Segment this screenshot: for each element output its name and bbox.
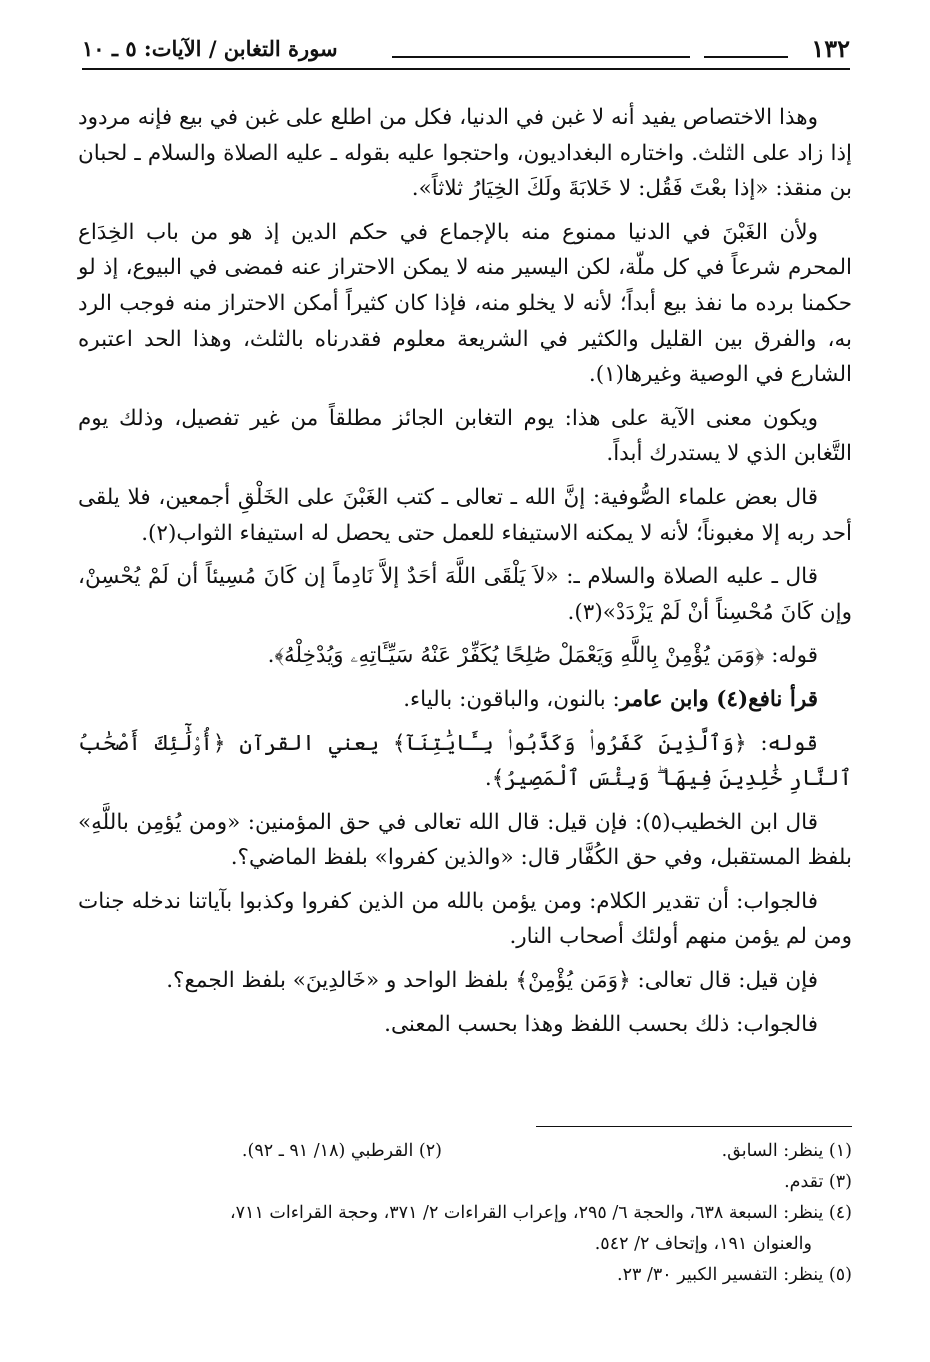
header-rule (82, 68, 850, 70)
paragraph: فإن قيل: قال تعالى: ﴿وَمَن يُؤْمِنْ﴾ بلفظ الواحد و «خَالدِينَ» بلفظ الجمع؟. (166, 968, 818, 994)
footnote-1: (١) ينظر: السابق. (721, 1141, 852, 1161)
paragraph: ويكون معنى الآية على هذا: يوم التغابن الجائز مطلقاً من غير تفصيل، وذلك يوم التَّغابن الذي لا يستدرك أبداً. (78, 405, 852, 467)
footnote-row (78, 1229, 852, 1260)
footnote-row (78, 1136, 852, 1167)
footnote-2: (٢) القرطبي (١٨/ ٩١ ـ ٩٢). (241, 1141, 442, 1161)
paragraph: قوله: ﴿وَٱلَّذِينَ كَفَرُوا۟ وَكَذَّبُوا۟ بِـَٔايَٰتِنَآ﴾ يعني القرآن ﴿أُو۟لَٰٓئِكَ أَصْحَٰبُ ٱلنَّارِ خَٰلِدِينَ فِيهَا ۖ وَبِئْسَ ٱلْمَصِيرُ﴾. (78, 730, 852, 792)
header-title: سورة التغابن / الآيات: ٥ ـ ١٠ (82, 36, 338, 61)
paragraph: قال بعض علماء الصُّوفية: إنَّ الله ـ تعالى ـ كتب الغَبْنَ على الخَلْقِ أجمعين، فلا يلقى أحد ربه إلا مغبوناً؛ لأنه لا يمكنه الاستيفاء للعمل حتى يحصل له استيفاء الثواب(٢). (78, 484, 852, 546)
reading-text: : بالنون، والباقون: بالياء. (403, 686, 620, 712)
footnote-3: (٣) تقدم. (784, 1172, 852, 1192)
paragraph: فالجواب: أن تقدير الكلام: ومن يؤمن بالله من الذين كفروا وكذبوا بآياتنا ندخله جنات ومن لم يؤمن منهم أولئك أصحاب النار. (78, 888, 852, 950)
paragraph: وهذا الاختصاص يفيد أنه لا غبن في الدنيا، فكل من اطلع على غبن في بيع فإنه مردود إذا زاد على الثلث. واختاره البغداديون، واحتجوا عليه بقوله ـ عليه الصلاة والسلام ـ لحبان بن منقذ: «إذا بعْتَ فَقُل: لا خَلابَةَ ولَكَ الخِيَارُ ثلاثاً». (78, 105, 852, 202)
footnote-5: (٥) ينظر: التفسير الكبير ٣٠/ ٢٣. (617, 1265, 852, 1285)
footnote-row (78, 1167, 852, 1198)
reading-label: قرأ نافع(٤) وابن عامر (619, 686, 818, 712)
footnote-4: (٤) ينظر: السبعة ٦٣٨، والحجة ٦/ ٢٩٥، وإعراب القراءات ٢/ ٣٧١، وحجة القراءات ٧١١، (230, 1203, 852, 1223)
header-line-short (704, 56, 788, 58)
reading-paragraph (78, 682, 852, 718)
footnote-row (78, 1260, 852, 1291)
paragraph: ولأن الغَبْنَ في الدنيا ممنوع منه بالإجماع في حكم الدين إذ هو من باب الخِدَاع المحرم شرعاً في كل ملّة، لكن اليسير منه لا يمكن الاحتراز عنه فمضى في البيوع، إذ لو حكمنا برده ما نفذ بيع أبداً؛ لأنه لا يخلو منه، فإذا كان كثيراً أمكن الاحتراز منه فوجب الرد به، والفرق بين القليل والكثير في الشريعة معلوم فقدرناه بالثلث، وهذا الحد اعتبره الشارع في الوصية وغيرها(١). (78, 219, 852, 388)
footnotes (78, 1126, 852, 1291)
paragraph: قوله: ﴿وَمَن يُؤْمِنْ بِاللَّهِ وَيَعْمَلْ صَٰلِحًا يُكَفِّرْ عَنْهُ سَيِّـَٔاتِهِۦ وَيُدْخِلْهُ﴾. (267, 643, 818, 669)
header-line-long (392, 56, 690, 58)
footnote-rule (536, 1126, 852, 1127)
paragraph: قال ـ عليه الصلاة والسلام ـ: «لاَ يَلْقَى اللَّهَ أحَدٌ إلاَّ نَادِماً إن كَانَ مُسِيئاً أن لَمْ يُحْسِنْ، وإن كَانَ مُحْسِناً أنْ لَمْ يَزْدَدْ»(٣). (78, 564, 852, 625)
paragraph: قال ابن الخطيب(٥): فإن قيل: قال الله تعالى في حق المؤمنين: «ومن يُؤمِن باللَّهِ» بلفظ المستقبل، وفي حق الكُفَّار قال: «والذين كفروا» بلفظ الماضي؟. (78, 809, 852, 871)
footnote-row (78, 1198, 852, 1229)
paragraph: فالجواب: ذلك بحسب اللفظ وهذا بحسب المعنى. (384, 1011, 818, 1037)
main-text (78, 100, 852, 1050)
page-number: ١٣٢ (811, 34, 850, 63)
running-header (82, 30, 850, 70)
footnote-4-continued: والعنوان ١٩١، وإتحاف ٢/ ٥٤٢. (594, 1234, 812, 1254)
